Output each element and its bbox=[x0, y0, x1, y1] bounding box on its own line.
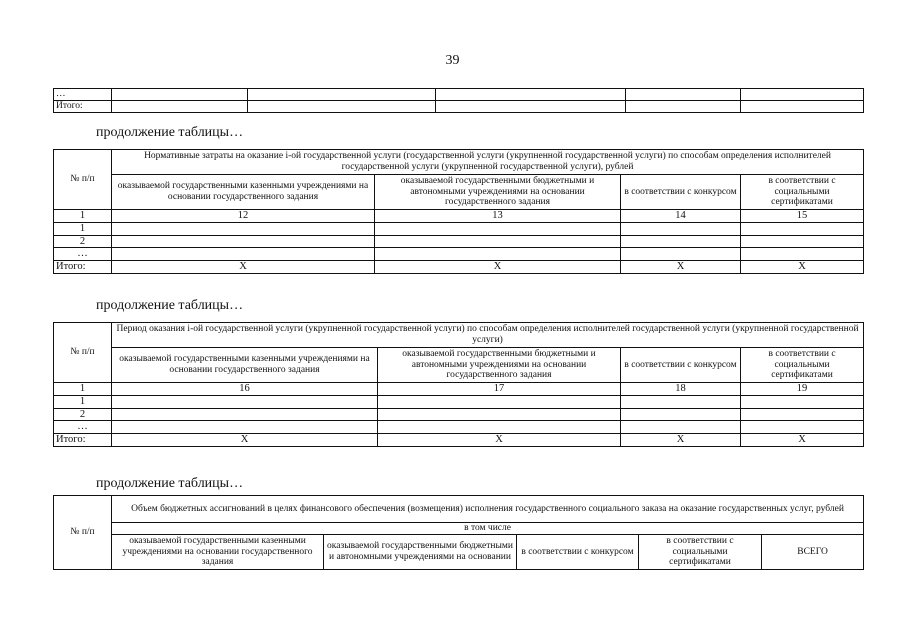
cell bbox=[112, 101, 248, 113]
group-header: Нормативные затраты на оказание i-ой государственной услуги (государственной услуги (укрупненной государственной услуги) по способам определения исполнителей государственной услуги (укрупненной государственной услуги), рублей bbox=[112, 150, 864, 175]
table-row-total bbox=[54, 261, 864, 274]
cell: X bbox=[621, 434, 741, 447]
cell bbox=[378, 395, 621, 408]
table-header-row bbox=[54, 523, 864, 535]
cell bbox=[375, 235, 621, 248]
table-row-total bbox=[54, 434, 864, 447]
cell: X bbox=[378, 434, 621, 447]
cell: 14 bbox=[621, 210, 741, 223]
cell: 1 bbox=[54, 210, 112, 223]
cell bbox=[375, 222, 621, 235]
table-top-fragment bbox=[53, 88, 864, 113]
cell bbox=[741, 408, 864, 421]
cell bbox=[112, 408, 378, 421]
cell: 2 bbox=[54, 235, 112, 248]
column-header: оказываемой государственными бюджетными и автономными учреждениями на основании государственного задания bbox=[375, 175, 621, 210]
cell: 19 bbox=[741, 383, 864, 396]
column-header: в соответствии с социальными сертификатами bbox=[741, 348, 864, 383]
table-header-row bbox=[54, 348, 864, 383]
cell: 16 bbox=[112, 383, 378, 396]
cell: X bbox=[621, 261, 741, 274]
cell: X bbox=[112, 434, 378, 447]
cell bbox=[621, 248, 741, 261]
continuation-caption: продолжение таблицы… bbox=[96, 298, 244, 313]
table-row bbox=[54, 248, 864, 261]
cell: 18 bbox=[621, 383, 741, 396]
cell bbox=[621, 408, 741, 421]
cell: … bbox=[54, 421, 112, 434]
cell bbox=[741, 101, 864, 113]
column-header: в соответствии с конкурсом bbox=[621, 348, 741, 383]
cell: 13 bbox=[375, 210, 621, 223]
column-header-num: № п/п bbox=[54, 150, 112, 210]
cell bbox=[621, 235, 741, 248]
cell bbox=[112, 248, 375, 261]
cell: … bbox=[54, 89, 112, 101]
column-header: оказываемой государственными казенными учреждениями на основании государственного задания bbox=[112, 175, 375, 210]
cell bbox=[626, 89, 741, 101]
column-header: оказываемой государственными бюджетными и автономными учреждениями на основании государственного задания bbox=[378, 348, 621, 383]
column-header: в соответствии с конкурсом bbox=[517, 535, 639, 570]
cell bbox=[248, 89, 436, 101]
group-header: Объем бюджетных ассигнований в целях финансового обеспечения (возмещения) исполнения государственного социального заказа на оказание государственных услуг, рублей bbox=[112, 496, 864, 523]
cell bbox=[112, 222, 375, 235]
cell bbox=[248, 101, 436, 113]
column-header-num: № п/п bbox=[54, 496, 112, 570]
table-row bbox=[54, 383, 864, 396]
cell bbox=[375, 248, 621, 261]
table-row bbox=[54, 222, 864, 235]
table-row bbox=[54, 210, 864, 223]
column-header: в соответствии с конкурсом bbox=[621, 175, 741, 210]
table-row bbox=[54, 89, 864, 101]
cell bbox=[621, 222, 741, 235]
cell bbox=[378, 421, 621, 434]
cell: Итого: bbox=[54, 434, 112, 447]
cell bbox=[741, 89, 864, 101]
table-normative-costs bbox=[53, 149, 864, 274]
group-header: Период оказания i-ой государственной услуги (укрупненной государственной услуги) по способам определения исполнителей государственной услуги (укрупненной государственной услуги) bbox=[112, 323, 864, 348]
cell: … bbox=[54, 248, 112, 261]
cell bbox=[112, 89, 248, 101]
cell bbox=[436, 101, 626, 113]
cell bbox=[741, 235, 864, 248]
cell bbox=[378, 408, 621, 421]
subheader-including: в том числе bbox=[112, 523, 864, 535]
cell bbox=[741, 421, 864, 434]
table-service-period bbox=[53, 322, 864, 447]
cell: 2 bbox=[54, 408, 112, 421]
cell: 17 bbox=[378, 383, 621, 396]
table-row bbox=[54, 101, 864, 113]
cell: 1 bbox=[54, 222, 112, 235]
table-row bbox=[54, 395, 864, 408]
column-header: оказываемой государственными казенными учреждениями на основании государственного задания bbox=[112, 348, 378, 383]
table-header-row bbox=[54, 175, 864, 210]
table-header-row bbox=[54, 323, 864, 348]
cell bbox=[741, 248, 864, 261]
cell bbox=[621, 395, 741, 408]
cell: Итого: bbox=[54, 261, 112, 274]
column-header: оказываемой государственными казенными учреждениями на основании государственного задания bbox=[112, 535, 324, 570]
cell bbox=[112, 235, 375, 248]
cell bbox=[741, 395, 864, 408]
cell: Итого: bbox=[54, 101, 112, 113]
table-header-row bbox=[54, 535, 864, 570]
column-header-num: № п/п bbox=[54, 323, 112, 383]
column-header: в соответствии с социальными сертификатами bbox=[639, 535, 762, 570]
table-row bbox=[54, 408, 864, 421]
column-header: в соответствии с социальными сертификатами bbox=[741, 175, 864, 210]
cell bbox=[112, 421, 378, 434]
cell: X bbox=[112, 261, 375, 274]
cell: 1 bbox=[54, 383, 112, 396]
cell: 12 bbox=[112, 210, 375, 223]
table-header-row bbox=[54, 496, 864, 523]
continuation-caption: продолжение таблицы… bbox=[96, 476, 244, 491]
cell: X bbox=[375, 261, 621, 274]
cell bbox=[621, 421, 741, 434]
cell bbox=[626, 101, 741, 113]
page-number: 39 bbox=[445, 53, 460, 68]
continuation-caption: продолжение таблицы… bbox=[96, 125, 244, 140]
table-row bbox=[54, 421, 864, 434]
column-header-total: ВСЕГО bbox=[762, 535, 864, 570]
column-header: оказываемой государственными бюджетными и автономными учреждениями на основании bbox=[324, 535, 517, 570]
table-row bbox=[54, 235, 864, 248]
cell: X bbox=[741, 434, 864, 447]
cell: X bbox=[741, 261, 864, 274]
cell bbox=[741, 222, 864, 235]
table-header-row bbox=[54, 150, 864, 175]
table-budget-allocations bbox=[53, 495, 864, 570]
cell: 15 bbox=[741, 210, 864, 223]
cell bbox=[436, 89, 626, 101]
cell: 1 bbox=[54, 395, 112, 408]
cell bbox=[112, 395, 378, 408]
